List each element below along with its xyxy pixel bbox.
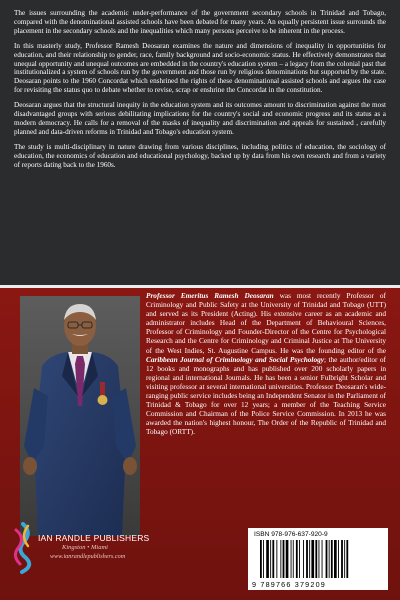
description-paragraph-3: Deosaran argues that the structural inequity in the education system and its outcomes amount to discrimination against the most disadvantaged groups with serious debilitating implications for the country's social and economic progress and its status as a modern democracy. He calls for a removal of the masks of inequality and discrimination and appeals for sustained , carefully planned and data-driven reforms in Trinidad and Tobago's education system. (14, 101, 386, 136)
isbn-barcode-digits: 9 789766 379209 (252, 580, 326, 589)
barcode-bar (286, 540, 289, 578)
barcode-bar (283, 540, 285, 578)
barcode-bar (303, 540, 304, 578)
publisher-website: www.ianrandlepublishers.com (50, 553, 126, 560)
description-paragraph-1: The issues surrounding the academic under-performance of the government secondary schools in Trinidad and Tobago, compared with the denominational assisted schools have been debated for many years. An equally persistent issue surrounds the placement in the secondary schools and the inequalities which many persons perceive to be inherent in the process. (14, 9, 386, 35)
barcode-bar (311, 540, 314, 578)
isbn-barcode-box (248, 528, 388, 590)
author-portrait-image (20, 296, 140, 536)
barcode-bar (280, 540, 281, 578)
barcode-bar (346, 540, 348, 578)
barcode-bar (293, 540, 294, 578)
barcode-bar (296, 540, 298, 578)
barcode-bar (263, 540, 264, 578)
barcode-bar (326, 540, 328, 578)
barcode-bar (272, 540, 274, 578)
barcode-bar (329, 540, 330, 578)
barcode-bar (341, 540, 343, 578)
barcode-bar (299, 540, 300, 578)
barcode-bar (266, 540, 269, 578)
barcode-bar (260, 540, 262, 578)
author-name: Professor Emeritus Ramesh Deosaran (146, 291, 274, 300)
barcode-bar (338, 540, 339, 578)
description-paragraph-2: In this masterly study, Professor Ramesh Deosaran examines the nature and dimensions of inequality in opportunities for education, and their relationship to gender, race, family background and socio-economic status. He effectively demonstrates that unequal opportunity and unequal outcomes are embedded in the country's education system – a legacy from the colonial past that institutionalized a system of schools run by the government and those run by religious denominations but supported by the state. Deosaran points to the 1960 Concordat which enshrined the rights of these denominational assisted schools and argues the case for revisiting the status quo to debate whether to revise, scrap or enshrine the Concordat in the constitution. (14, 41, 386, 95)
bio-text-part-2: ; the author/editor of 12 books and monographs and has published over 200 scholarly papers in regional and international Journals. He has been a senior Fulbright Scholar and visiting professor at several international universities. Professor Deosaran's wide-ranging public service includes being an Independent Senator in the Parliament of Trinidad & Tobago for over 12 years; a member of the Teaching Service Commission and Chairman of the Police Service Commission. In 2013 he was awarded the nation's highest honour, The Order of the Republic of Trinidad and Tobago (ORTT). (146, 354, 386, 437)
author-photo (20, 296, 140, 536)
barcode-bar (319, 540, 320, 578)
publisher-name: IAN RANDLE PUBLISHERS (38, 533, 150, 543)
description-paragraph-4: The study is multi-disciplinary in nature drawing from various disciplines, including politics of education, the sociology of education, the economics of education and educational psychology, backed up by data from his own research and from a variety of reports dating back to the 1960s. (14, 142, 386, 169)
isbn-label: ISBN 978-976-637-920-9 (254, 531, 328, 538)
barcode-bar (334, 540, 337, 578)
barcode-bar (306, 540, 308, 578)
barcode-bar (315, 540, 317, 578)
publisher-location: Kingston • Miami (62, 544, 108, 551)
barcode-bar (291, 540, 292, 578)
author-panel (0, 288, 400, 600)
book-description-panel (0, 0, 400, 288)
barcode-bar (344, 540, 345, 578)
author-biography (146, 291, 386, 437)
barcode-bar (276, 540, 277, 578)
publisher-logo-icon (10, 522, 36, 574)
bio-text-part-1: was most recently Professor of Criminology and Public Safety at the University of Trinidad and Tobago (UTT) and served as its President (Acting). His extensive career as an academic and administrator includes Head of the Department of Behavioural Sciences, Professor of Criminology and Founder-Director of the Centre for Psychological Research and the Centre for Criminology and Criminal Justice at The University of the West Indies, St. Augustine Campus. He was the founding editor of the (146, 291, 386, 355)
barcode-bar (322, 540, 323, 578)
barcode-bar (309, 540, 310, 578)
journal-title: Caribbean Journal of Criminology and Social Psychology (146, 354, 324, 364)
barcode-bar (331, 540, 333, 578)
barcode-bar (270, 540, 271, 578)
publisher-block (10, 522, 150, 592)
